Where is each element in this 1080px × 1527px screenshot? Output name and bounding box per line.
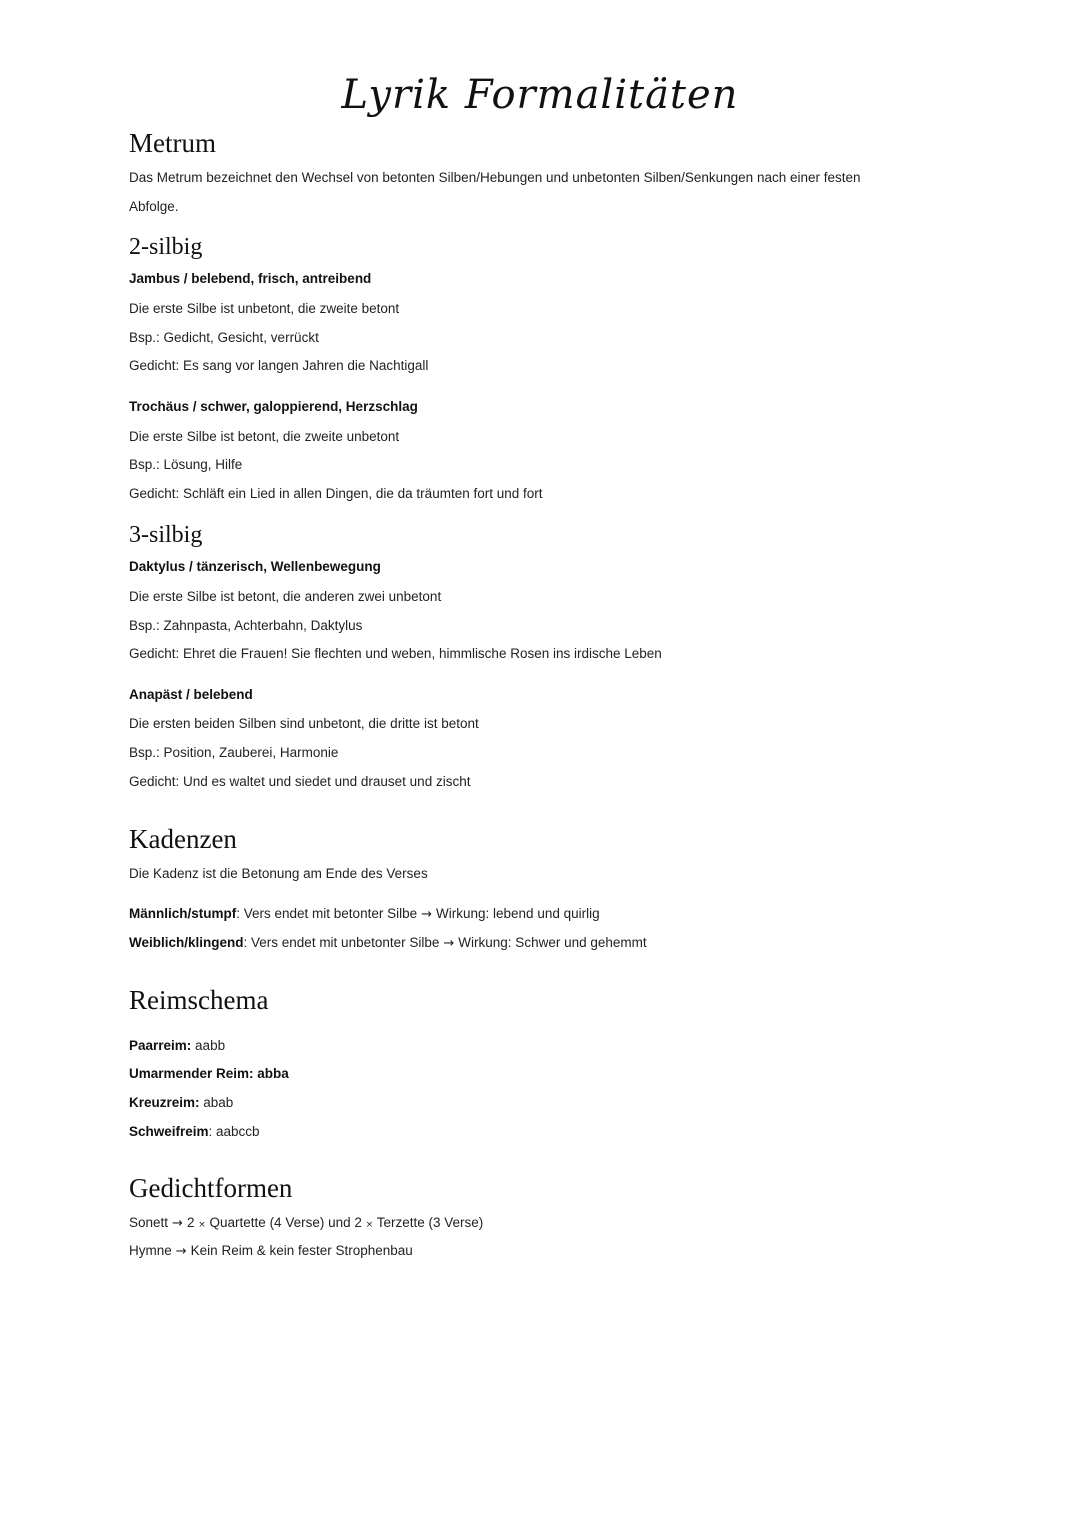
- trochaeus-title: Trochäus / schwer, galoppierend, Herzschlag: [129, 399, 418, 414]
- kadenz-weiblich: [129, 935, 647, 951]
- heading-3-silbig: 3-silbig: [129, 522, 203, 548]
- trochaeus-rule: Die erste Silbe ist betont, die zweite unbetont: [129, 429, 400, 444]
- reim-kreuzreim: [129, 1095, 233, 1110]
- paarreim-value: aabb: [191, 1038, 226, 1053]
- daktylus-poem: Gedicht: Ehret die Frauen! Sie flechten und weben, himmlische Rosen ins irdische Leben: [129, 646, 662, 661]
- metrum-description-line-1: Das Metrum bezeichnet den Wechsel von betonten Silben/Hebungen und unbetonten Silben/Senkungen nach einer festen: [129, 170, 861, 185]
- arrow-right-icon: →: [175, 1244, 187, 1259]
- times-icon: ×: [365, 1220, 374, 1230]
- kreuzreim-label: Kreuzreim:: [129, 1095, 200, 1110]
- reim-paarreim: [129, 1038, 225, 1053]
- anapaest-rule: Die ersten beiden Silben sind unbetont, die dritte ist betont: [129, 716, 479, 731]
- hymne-name: Hymne: [129, 1243, 172, 1258]
- jambus-poem: Gedicht: Es sang vor langen Jahren die Nachtigall: [129, 358, 429, 373]
- arrow-right-icon: →: [443, 936, 455, 951]
- heading-reimschema: Reimschema: [129, 985, 269, 1015]
- arrow-right-icon: →: [421, 907, 433, 922]
- gedichtform-hymne: [129, 1243, 413, 1259]
- kadenz-maennlich-text: : Vers endet mit betonter Silbe: [236, 906, 418, 921]
- page-title: Lyrik Formalitäten: [341, 72, 739, 118]
- paarreim-label: Paarreim:: [129, 1038, 192, 1053]
- kadenz-weiblich-label: Weiblich/klingend: [129, 935, 244, 950]
- sonett-count-a: 2: [186, 1215, 195, 1230]
- heading-kadenzen: Kadenzen: [129, 824, 237, 854]
- jambus-example: Bsp.: Gedicht, Gesicht, verrückt: [129, 330, 319, 345]
- anapaest-example: Bsp.: Position, Zauberei, Harmonie: [129, 745, 339, 760]
- jambus-title: Jambus / belebend, frisch, antreibend: [129, 271, 372, 286]
- kadenz-weiblich-effect: Wirkung: Schwer und gehemmt: [458, 935, 647, 950]
- kadenz-weiblich-text: : Vers endet mit unbetonter Silbe: [243, 935, 440, 950]
- kadenz-maennlich: [129, 906, 600, 922]
- sonett-text-c: Terzette (3 Verse): [376, 1215, 484, 1230]
- kreuzreim-value: abab: [199, 1095, 234, 1110]
- hymne-text: Kein Reim & kein fester Strophenbau: [190, 1243, 413, 1258]
- trochaeus-poem: Gedicht: Schläft ein Lied in allen Dingen, die da träumten fort und fort: [129, 486, 543, 501]
- kadenzen-description: Die Kadenz ist die Betonung am Ende des Verses: [129, 866, 428, 881]
- reim-schweifreim: [129, 1124, 260, 1139]
- sonett-name: Sonett: [129, 1215, 169, 1230]
- kadenz-maennlich-label: Männlich/stumpf: [129, 906, 237, 921]
- daktylus-example: Bsp.: Zahnpasta, Achterbahn, Daktylus: [129, 618, 363, 633]
- metrum-description-line-2: Abfolge.: [129, 199, 179, 214]
- kadenz-maennlich-effect: Wirkung: lebend und quirlig: [436, 906, 600, 921]
- sonett-text-b: Quartette (4 Verse) und 2: [209, 1215, 362, 1230]
- reim-umarmend: Umarmender Reim: abba: [129, 1066, 289, 1081]
- jambus-rule: Die erste Silbe ist unbetont, die zweite betont: [129, 301, 400, 316]
- arrow-right-icon: →: [172, 1216, 183, 1231]
- heading-gedichtformen: Gedichtformen: [129, 1173, 293, 1203]
- anapaest-poem: Gedicht: Und es waltet und siedet und drauset und zischt: [129, 774, 471, 789]
- daktylus-title: Daktylus / tänzerisch, Wellenbewegung: [129, 559, 381, 574]
- gedichtform-sonett: [129, 1215, 483, 1231]
- trochaeus-example: Bsp.: Lösung, Hilfe: [129, 457, 243, 472]
- anapaest-title: Anapäst / belebend: [129, 687, 253, 702]
- schweifreim-value: : aabccb: [208, 1124, 260, 1139]
- schweifreim-label: Schweifreim: [129, 1124, 209, 1139]
- daktylus-rule: Die erste Silbe ist betont, die anderen zwei unbetont: [129, 589, 442, 604]
- times-icon: ×: [198, 1220, 206, 1230]
- heading-2-silbig: 2-silbig: [129, 234, 203, 260]
- heading-metrum: Metrum: [129, 128, 216, 158]
